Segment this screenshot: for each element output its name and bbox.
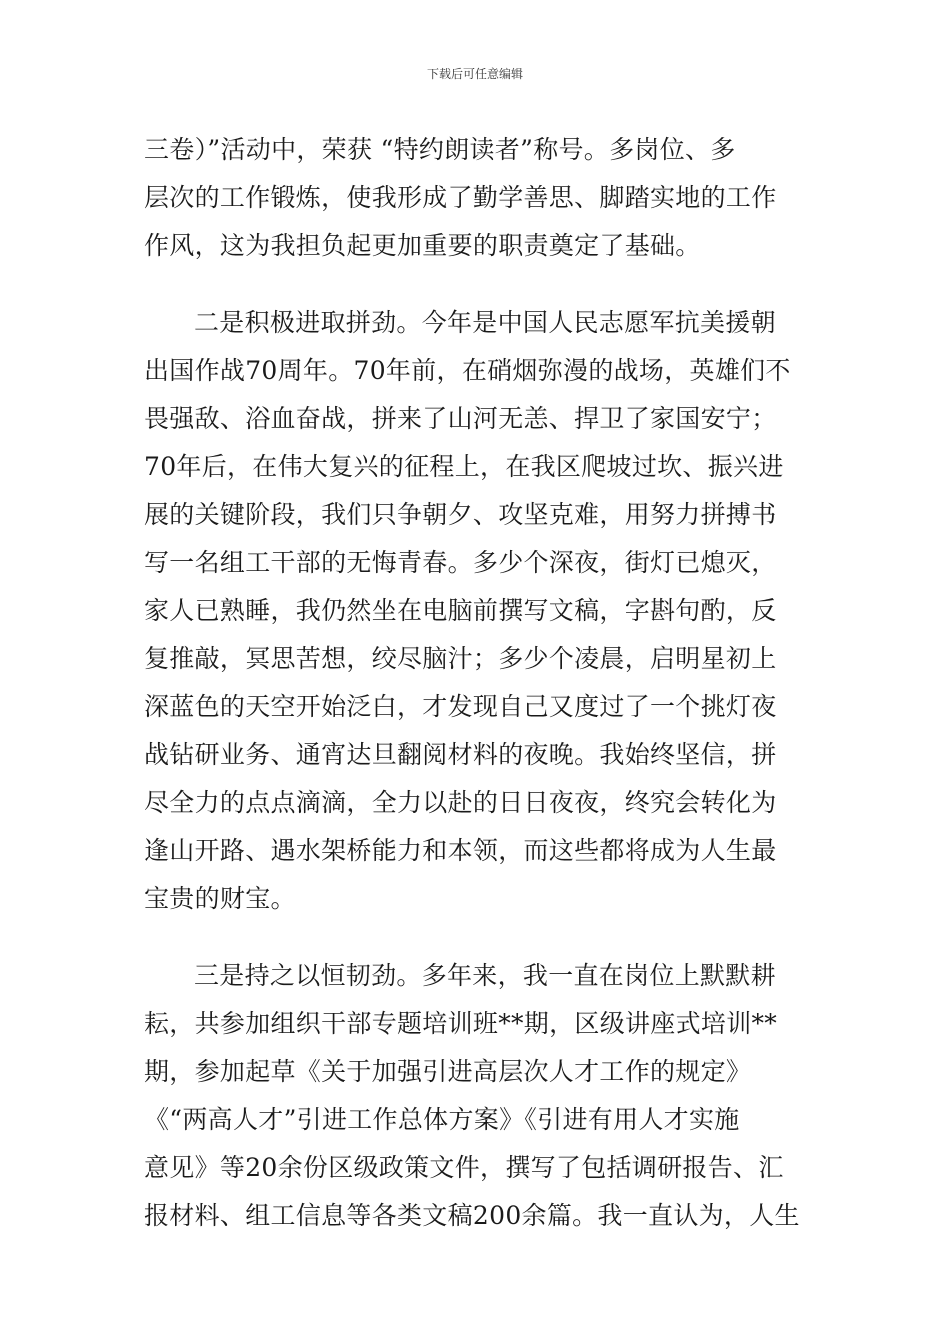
text-line: 出国作战70周年。70年前，在硝烟弥漫的战场，英雄们不: [144, 356, 791, 385]
paragraph-gap: [144, 923, 814, 952]
paragraph-gap: [144, 270, 814, 299]
text-line: 展的关键阶段，我们只争朝夕、攻坚克难，用努力拼搏书: [144, 500, 777, 529]
text-line: 深蓝色的天空开始泛白，才发现自己又度过了一个挑灯夜: [144, 692, 777, 721]
text-line: 尽全力的点点滴滴，全力以赴的日日夜夜，终究会转化为: [144, 788, 777, 817]
text-line: 意见》等20余份区级政策文件，撰写了包括调研报告、汇: [144, 1153, 784, 1182]
document-body: [144, 126, 814, 1240]
text-line: 三卷）”活动中，荣获 “特约朗读者”称号。多岗位、多: [144, 135, 736, 164]
paragraph: [144, 952, 814, 1240]
paragraph: [144, 299, 814, 923]
text-line: 逢山开路、遇水架桥能力和本领，而这些都将成为人生最: [144, 836, 777, 865]
page-header: 下载后可任意编辑: [426, 67, 523, 81]
text-line: 《“两高人才”引进工作总体方案》《引进有用人才实施: [144, 1105, 740, 1134]
text-line: 70年后，在伟大复兴的征程上，在我区爬坡过坎、振兴进: [144, 452, 784, 481]
text-line: 报材料、组工信息等各类文稿200余篇。我一直认为，人生: [144, 1201, 800, 1230]
text-line: 耘，共参加组织干部专题培训班**期，区级讲座式培训**: [144, 1009, 778, 1038]
text-line: 作风，这为我担负起更加重要的职责奠定了基础。: [144, 231, 701, 260]
paragraph: [144, 126, 814, 270]
text-line: 战钻研业务、通宵达旦翻阅材料的夜晚。我始终坚信，拼: [144, 740, 777, 769]
text-line: 层次的工作锻炼，使我形成了勤学善思、脚踏实地的工作: [144, 183, 777, 212]
text-line: 期，参加起草《关于加强引进高层次人才工作的规定》: [144, 1057, 752, 1086]
text-line: 复推敲，冥思苦想，绞尽脑汁；多少个凌晨，启明星初上: [144, 644, 777, 673]
text-line: 畏强敌、浴血奋战，拼来了山河无恙、捍卫了家国安宁；: [144, 404, 777, 433]
text-line: 家人已熟睡，我仍然坐在电脑前撰写文稿，字斟句酌，反: [144, 596, 777, 625]
text-line: 写一名组工干部的无悔青春。多少个深夜，街灯已熄灭，: [144, 548, 777, 577]
text-line: 二是积极进取拼劲。今年是中国人民志愿军抗美援朝: [194, 308, 776, 337]
text-line: 三是持之以恒韧劲。多年来，我一直在岗位上默默耕: [194, 961, 776, 990]
text-line: 宝贵的财宝。: [144, 884, 296, 913]
